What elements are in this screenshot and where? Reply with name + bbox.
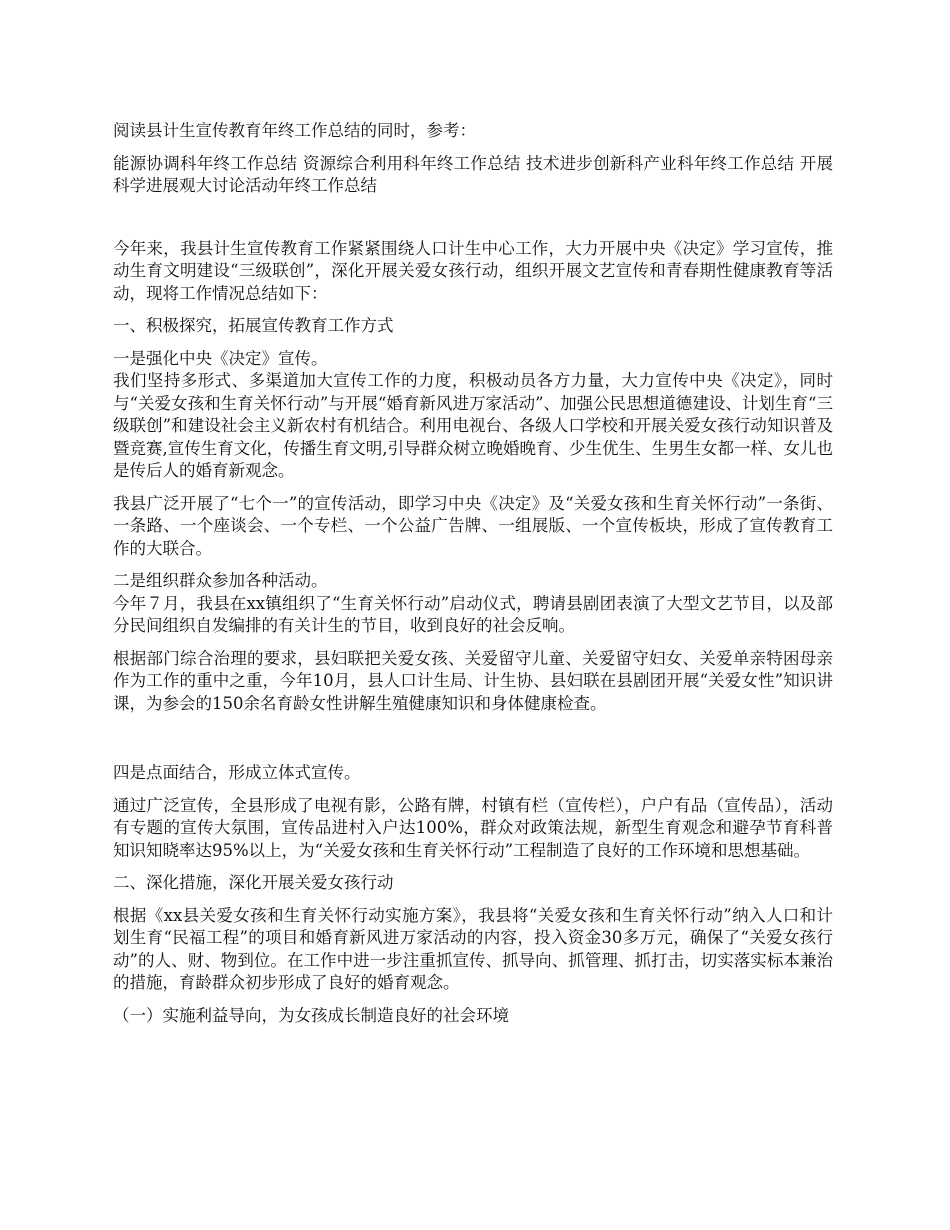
related-links: 能源协调科年终工作总结 资源综合利用科年终工作总结 技术进步创新科产业科年终工作总结 开展科学进展观大讨论活动年终工作总结: [113, 153, 833, 195]
subsection-heading: （一）实施利益导向，为女孩成长制造良好的社会环境: [113, 1005, 509, 1025]
section-heading-2: 二、深化措施，深化开展关爱女孩行动: [113, 873, 394, 892]
section-heading-1: 一、积极探究，拓展宣传教育工作方式: [113, 316, 394, 335]
body-paragraph: 根据部门综合治理的要求，县妇联把关爱女孩、关爱留守儿童、关爱留守妇女、关爱单亲特困母亲作为工作的重中之重，今年10月，县人口计生局、计生协、县妇联在县剧团开展“关爱女性”知识讲课，为参会的150余名育龄女性讲解生殖健康知识和身体健康检查。: [113, 648, 833, 713]
document-body: [113, 120, 833, 1027]
subheading-4: 四是点面结合，形成立体式宣传。: [113, 763, 361, 782]
body-paragraph: 今年７月，我县在xx镇组织了“生育关怀行动”启动仪式，聘请县剧团表演了大型文艺节目，以及部分民间组织自发编排的有关计生的节目，收到良好的社会反响。: [113, 593, 833, 635]
opening-paragraph: 今年来，我县计生宣传教育工作紧紧围绕人口计生中心工作，大力开展中央《决定》学习宣传，推动生育文明建设“三级联创”，深化开展关爱女孩行动，组织开展文艺宣传和青春期性健康教育等活动，现将工作情况总结如下：: [113, 238, 833, 303]
body-paragraph: 通过广泛宣传，全县形成了电视有影，公路有牌，村镇有栏（宣传栏），户户有品（宣传品），活动有专题的宣传大氛围，宣传品进村入户达100%，群众对政策法规，新型生育观念和避孕节育科普知识知晓率达95%以上，为“关爱女孩和生育关怀行动”工程制造了良好的工作环境和思想基础。: [113, 795, 833, 860]
body-paragraph: 根据《xx县关爱女孩和生育关怀行动实施方案》，我县将“关爱女孩和生育关怀行动”纳入人口和计划生育“民福工程”的项目和婚育新风进万家活动的内容，投入资金30多万元，确保了“关爱女孩行动”的人、财、物到位。在工作中进一步注重抓宣传、抓导向、抓管理、抓打击，切实落实标本兼治的措施，育龄群众初步形成了良好的婚育观念。: [113, 905, 833, 992]
intro-line: 阅读县计生宣传教育年终工作总结的同时，参考：: [113, 121, 476, 140]
subheading-2: 二是组织群众参加各种活动。: [113, 571, 328, 590]
body-paragraph: 我县广泛开展了“七个一”的宣传活动，即学习中央《决定》及“关爱女孩和生育关怀行动”一条街、一条路、一个座谈会、一个专栏、一个公益广告牌、一组展版、一个宣传板块，形成了宣传教育工作的大联合。: [113, 493, 833, 558]
body-paragraph: 我们坚持多形式、多渠道加大宣传工作的力度，积极动员各方力量，大力宣传中央《决定》，同时与“关爱女孩和生育关怀行动”与开展“婚育新风进万家活动”、加强公民思想道德建设、计划生育“三级联创”和建设社会主义新农村有机结合。利用电视台、各级人口学校和开展关爱女孩行动知识普及暨竞赛,宣传生育文化，传播生育文明,引导群众树立晚婚晚育、少生优生、生男生女都一样、女儿也是传后人的婚育新观念。: [113, 371, 833, 480]
subheading-1: 一是强化中央《决定》宣传。: [113, 348, 328, 368]
